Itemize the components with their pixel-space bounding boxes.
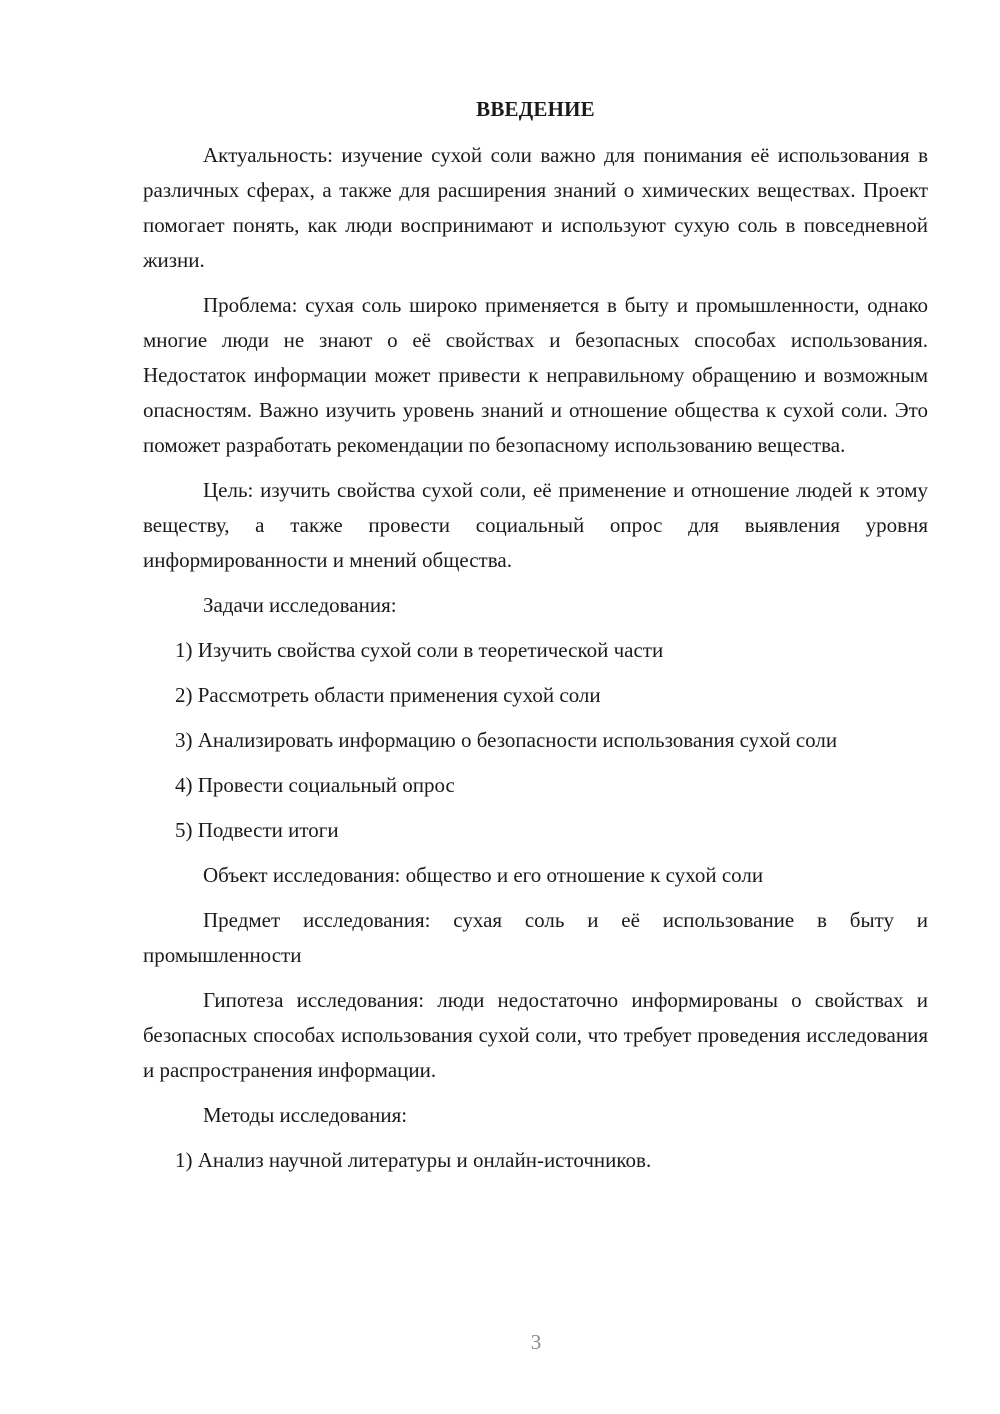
section-heading: ВВЕДЕНИЕ	[476, 97, 595, 121]
relevance-paragraph: Актуальность: изучение сухой соли важно для понимания её использования в различных сферах, а также для расширения знаний о химических веществах. Проект помогает понять, как люди воспринимают и используют сухую соль в повседневной жизни.	[143, 143, 928, 272]
task-item: 3) Анализировать информацию о безопасности использования сухой соли	[175, 728, 838, 752]
method-item: 1) Анализ научной литературы и онлайн-источников.	[175, 1148, 652, 1172]
task-item: 2) Рассмотреть области применения сухой соли	[175, 683, 601, 707]
methods-heading: Методы исследования:	[203, 1103, 408, 1127]
subject-paragraph: Предмет исследования: сухая соль и её использование в быту и промышленности	[143, 908, 928, 967]
task-item: 4) Провести социальный опрос	[175, 773, 455, 797]
task-item: 5) Подвести итоги	[175, 818, 339, 842]
problem-paragraph: Проблема: сухая соль широко применяется в быту и промышленности, однако многие люди не знают о её свойствах и безопасных способах использования. Недостаток информации может привести к неправильному обращению и возможным опасностям. Важно изучить уровень знаний и отношение общества к сухой соли. Это поможет разработать рекомендации по безопасному использованию вещества.	[143, 293, 928, 457]
task-item: 1) Изучить свойства сухой соли в теоретической части	[175, 638, 664, 662]
object-paragraph: Объект исследования: общество и его отношение к сухой соли	[203, 863, 764, 887]
page-content	[143, 92, 928, 1188]
tasks-heading: Задачи исследования:	[203, 593, 397, 617]
hypothesis-paragraph: Гипотеза исследования: люди недостаточно информированы о свойствах и безопасных способах использования сухой соли, что требует проведения исследования и распространения информации.	[143, 988, 928, 1082]
goal-paragraph: Цель: изучить свойства сухой соли, её применение и отношение людей к этому веществу, а также провести социальный опрос для выявления уровня информированности и мнений общества.	[143, 478, 928, 572]
page-number: 3	[530, 1330, 542, 1354]
